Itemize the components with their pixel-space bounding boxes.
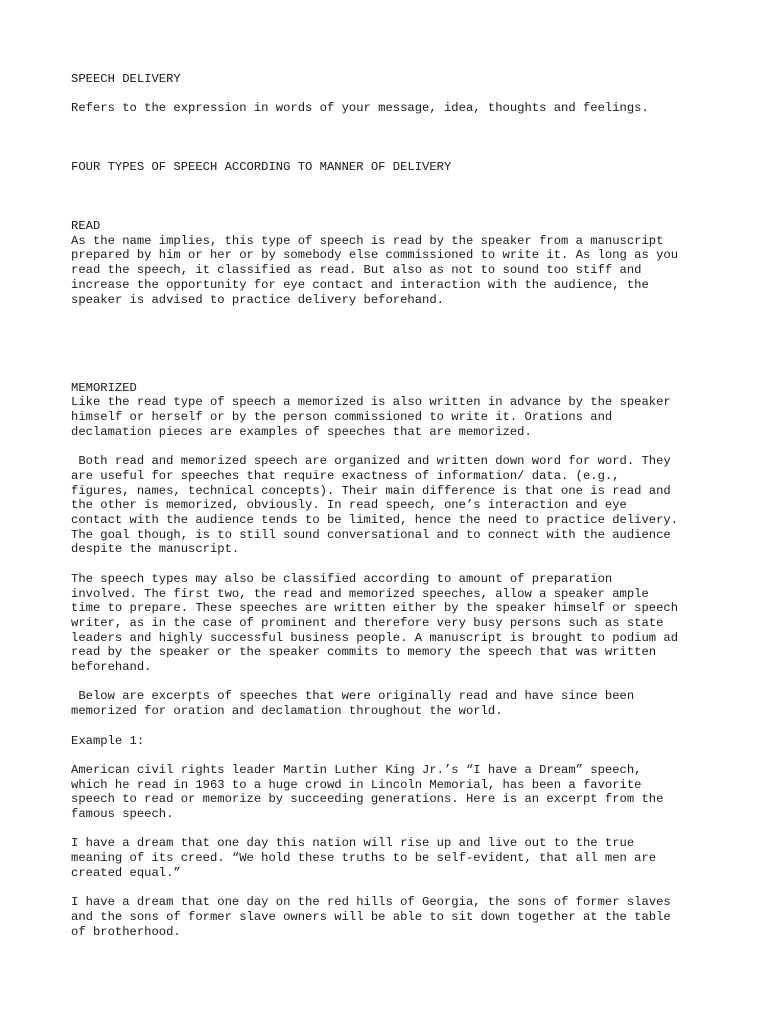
spacer	[71, 175, 711, 219]
comparison-paragraph: Both read and memorized speech are organized and written down word for word. They are useful for speeches that require exactness of information/ data. (e.g., figures, names, technical concepts). Their main difference is that one is read and the other is memorized, obviously. In read speech, one’s interaction and eye contact with the audience tends to be limited, hence the need to practice delivery. The goal though, is to still sound conversational and to connect with the audience despite the manuscript.	[71, 454, 679, 557]
example-label: Example 1:	[71, 733, 145, 748]
spacer	[71, 675, 711, 690]
spacer	[71, 440, 711, 455]
quote-paragraph-1: I have a dream that one day this nation will rise up and live out to the true meaning of its creed. “We hold these truths to be self-evident, that all men are created equal.”	[71, 836, 657, 880]
read-heading: READ	[71, 218, 101, 233]
spacer	[71, 719, 711, 734]
spacer	[71, 881, 711, 896]
spacer	[71, 87, 711, 102]
memorized-heading: MEMORIZED	[71, 380, 137, 395]
excerpts-paragraph: Below are excerpts of speeches that were originally read and have since been memorized for oration and declamation throughout the world.	[71, 689, 635, 719]
spacer	[71, 822, 711, 837]
spacer	[71, 116, 711, 160]
document-title: SPEECH DELIVERY	[71, 72, 181, 86]
definition-paragraph: Refers to the expression in words of your message, idea, thoughts and feelings.	[71, 101, 649, 116]
spacer	[71, 748, 711, 763]
types-heading: FOUR TYPES OF SPEECH ACCORDING TO MANNER OF DELIVERY	[71, 160, 452, 175]
preparation-paragraph: The speech types may also be classified according to amount of preparation involved. The first two, the read and memorized speeches, allow a speaker ample time to prepare. These speeches are written either by the speaker himself or speech writer, as in the case of prominent and therefore very busy persons such as state leaders and highly successful business people. A manuscript is brought to podium ad read by the speaker or the speaker commits to memory the speech that was written beforehand.	[71, 571, 679, 675]
document-page	[71, 72, 711, 939]
spacer	[71, 307, 711, 381]
read-paragraph: As the name implies, this type of speech is read by the speaker from a manuscript prepared by him or her or by somebody else commissioned to write it. As long as you read the speech, it classified as read. But also as not to sound too stiff and increase the opportunity for eye contact and interaction with the audience, the speaker is advised to practice delivery beforehand.	[71, 233, 679, 307]
memorized-paragraph: Like the read type of speech a memorized is also written in advance by the speaker himself or herself or by the person commissioned to write it. Orations and declamation pieces are examples of speeches that are memorized.	[71, 395, 671, 439]
spacer	[71, 557, 711, 572]
example-intro-paragraph: American civil rights leader Martin Luther King Jr.’s “I have a Dream” speech, which he read in 1963 to a huge crowd in Lincoln Memorial, has been a favorite speech to read or memorize by succeeding generations. Here is an excerpt from the famous speech.	[71, 762, 664, 822]
quote-paragraph-2: I have a dream that one day on the red hills of Georgia, the sons of former slaves and the sons of former slave owners will be able to sit down together at the table of brotherhood.	[71, 895, 671, 939]
